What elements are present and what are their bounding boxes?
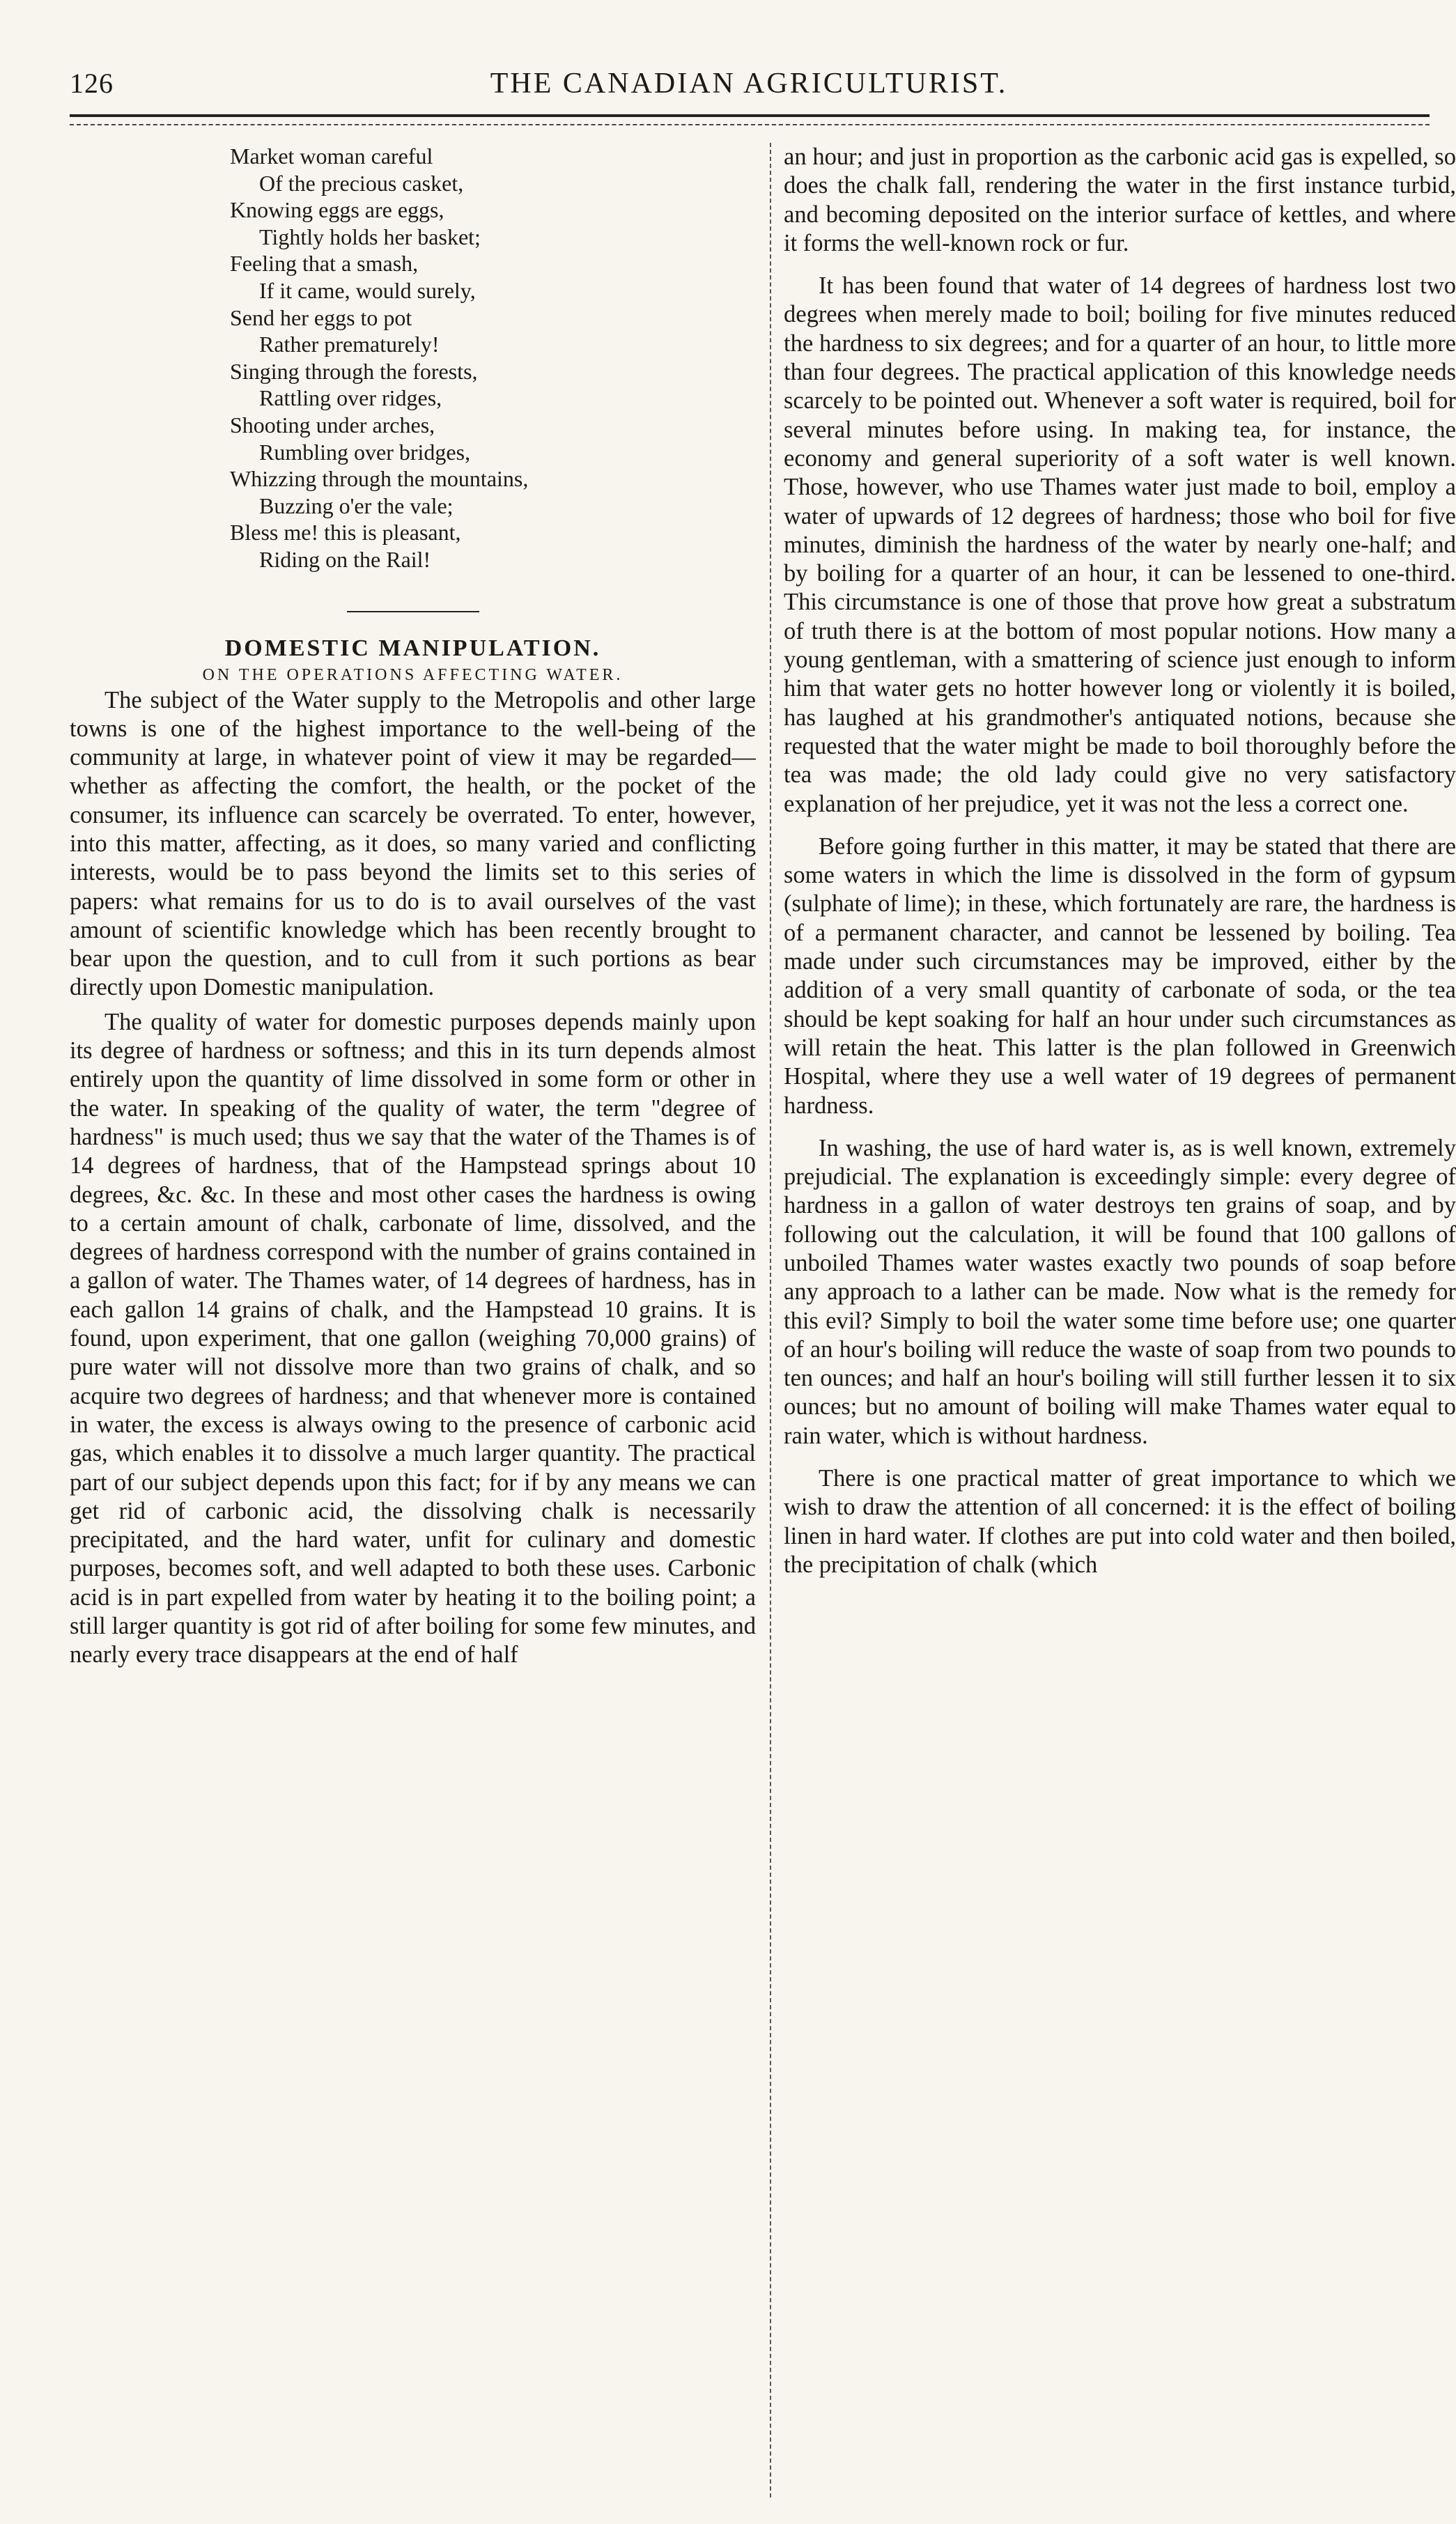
poem-line: Of the precious casket, xyxy=(259,170,464,196)
poem-line: Singing through the forests, xyxy=(230,358,478,384)
article-paragraph: There is one practical matter of great importance to which we wish to draw the attention of all concerned: it is the effect of boiling linen in hard water. If clothes are put into cold water and then boiled, the precipitation of chalk (which xyxy=(784,1465,1456,1578)
poem-line: Tightly holds her basket; xyxy=(259,224,481,249)
poem-line: Shooting under arches, xyxy=(230,412,435,438)
poem-line: Riding on the Rail! xyxy=(259,546,431,572)
poem-line: If it came, would surely, xyxy=(259,277,476,303)
poem-line: Market woman careful xyxy=(230,144,433,169)
section-divider-rule xyxy=(347,611,479,612)
article-title: DOMESTIC MANIPULATION. xyxy=(224,635,601,661)
article-subtitle: ON THE OPERATIONS AFFECTING WATER. xyxy=(202,665,624,684)
running-head xyxy=(70,67,1428,116)
poem xyxy=(230,143,756,573)
poem-line: Rumbling over bridges, xyxy=(259,439,471,465)
poem-line: Whizzing through the mountains, xyxy=(230,466,529,492)
poem-line: Bless me! this is pleasant, xyxy=(230,520,461,545)
poem-line: Rattling over ridges, xyxy=(259,385,442,411)
poem-line: Buzzing o'er the vale; xyxy=(259,493,454,518)
poem-line: Send her eggs to pot xyxy=(230,304,412,330)
article-paragraph: Before going further in this matter, it may be stated that there are some waters in which the lime is dissolved in the form of gypsum (sulphate of lime); in these, which fortunately are rare, the hardness is of a permanent character, and cannot be lessened by boiling. Tea made under such circumstances may be improved, either by the addition of a very small quantity of carbonate of soda, or the tea should be kept soaking for half an hour under such circumstances as will retain the heat. This latter is the plan followed in Greenwich Hospital, where they use a well water of 19 degrees of permanent hardness. xyxy=(784,833,1456,1119)
article-paragraph: The quality of water for domestic purposes depends mainly upon its degree of hardness or softness; and this in its turn depends almost entirely upon the quantity of lime dissolved in some form or other in the water. In speaking of the quality of water, the term "degree of hardness" is much used; thus we say that the water of the Thames is of 14 degrees of hardness, that of the Hampstead springs about 10 degrees, &c. &c. In these and most other cases the hardness is owing to a certain amount of chalk, carbonate of lime, dissolved, and the degrees of hardness correspond with the number of grains contained in a gallon of water. The Thames water, of 14 degrees of hardness, has in each gallon 14 grains of chalk, and the Hampstead 10 grains. It is found, upon experiment, that one gallon (weighing 70,000 grains) of pure water will not dissolve more than two grains of chalk, and so acquire two degrees of hardness; and that whenever more is contained in water, the excess is always owing to the presence of carbonic acid gas, which enables it to dissolve a much larger quantity. The practical part of our subject depends upon this fact; for if by any means we can get rid of carbonic acid, the dissolving chalk is necessarily precipitated, and the hard water, unfit for culinary and domestic purposes, becomes soft, and well adapted to both these uses. Carbonic acid is in part expelled from water by heating it to the boiling point; a still larger quantity is got rid of after boiling for some few minutes, and nearly every trace disappears at the end of half xyxy=(70,1008,756,1669)
article-paragraph: It has been found that water of 14 degrees of hardness lost two degrees when merely made to boil; boiling for five minutes reduced the hardness to six degrees; and for a quarter of an hour, to little more than four degrees. The practical application of this knowledge needs scarcely to be pointed out. Whenever a soft water is required, boil for several minutes before using. In making tea, for instance, the economy and general superiority of a soft water is well known. Those, however, who use Thames water just made to boil, employ a water of upwards of 12 degrees of hardness; those who boil for five minutes, diminish the hardness of the water by nearly one-half; and by boiling for a quarter of an hour, it can be lessened to one-third. This circumstance is one of those that prove how great a substratum of truth there is at the bottom of most popular notions. How many a young gentleman, with a smattering of science just enough to inform him that water gets no hotter however long or violently it is boiled, has laughed at his grandmother's antiquated notions, because she requested that the water might be made to boil thoroughly before the tea was made; the old lady could give no very satisfactory explanation of her prejudice, yet it was not the less a correct one. xyxy=(784,272,1456,817)
left-column xyxy=(70,143,756,1670)
page-number: 126 xyxy=(70,68,114,99)
poem-line: Rather prematurely! xyxy=(259,332,440,357)
article-paragraph: In washing, the use of hard water is, as is well known, extremely prejudicial. The explanation is exceedingly simple: every degree of hardness in a gallon of water destroys ten grains of soap, and by following out the calculation, it will be found that 100 gallons of unboiled Thames water wastes exactly two pounds of soap before any approach to a lather can be made. Now what is the remedy for this evil? Simply to boil the water some time before use; one quarter of an hour's boiling will reduce the waste of soap from two pounds to ten ounces; and half an hour's boiling will still further lessen it to six ounces; but no amount of boiling will make Thames water equal to rain water, which is without hardness. xyxy=(784,1134,1456,1449)
journal-title: THE CANADIAN AGRICULTURIST. xyxy=(490,68,1008,100)
poem-line: Knowing eggs are eggs, xyxy=(230,197,444,223)
article-paragraph: an hour; and just in proportion as the carbonic acid gas is expelled, so does the chalk fall, rendering the water in the first instance turbid, and becoming deposited on the interior surface of kettles, and where it forms the well-known rock or fur. xyxy=(784,144,1456,256)
poem-line: Feeling that a smash, xyxy=(230,251,419,277)
column-divider xyxy=(770,143,771,2498)
article-paragraph: The subject of the Water supply to the Metropolis and other large towns is one of the highest importance to the well-being of the community at large, in whatever point of view it may be regarded—whether as affecting the comfort, the health, or the pocket of the consumer, its influence can scarcely be overrated. To enter, however, into this matter, affecting, as it does, so many varied and conflicting interests, would be to pass beyond the limits set to this series of papers: what remains for us to do is to avail ourselves of the vast amount of scientific knowledge which has been recently brought to bear upon the question, and to cull from it such portions as bear directly upon Domestic manipulation. xyxy=(70,686,756,1001)
right-column xyxy=(784,143,1456,1579)
header-rule xyxy=(70,114,1430,125)
